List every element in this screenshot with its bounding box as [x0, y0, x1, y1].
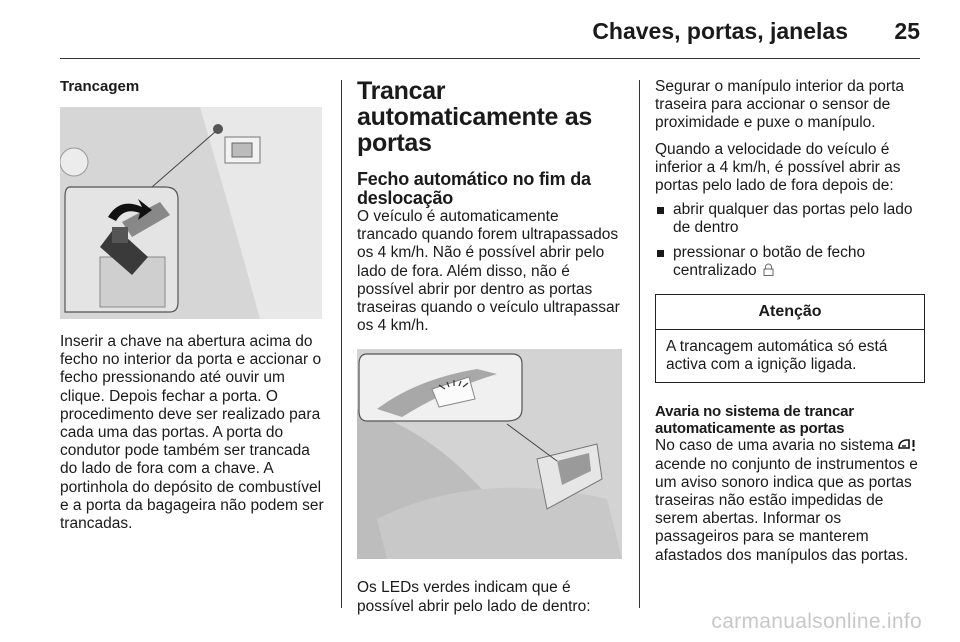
column-3 [655, 78, 925, 565]
caution-box [655, 294, 925, 383]
unlock-conditions-list [655, 201, 925, 280]
para-sensor: Segurar o manípulo interior da porta traseira para accionar o sensor de proximidade e puxe o manípulo. [655, 78, 905, 132]
column-2 [357, 78, 622, 616]
key-lock-illustration [60, 107, 322, 319]
caution-body: A trancagem automática só está activa com a ignição ligada. [666, 338, 888, 374]
heading-trancagem: Trancagem [60, 78, 140, 95]
bullet-icon [657, 207, 664, 214]
fecho-automatico-body: O veículo é automaticamente trancado quando forem ultrapassados os 4 km/h. Não é possível abrir pelo lado de fora. Além disso, não é possível abrir por dentro as portas traseiras quando o veículo ultrapassar os 4 km/h. [357, 208, 620, 335]
avaria-body: No caso de uma avaria no sistema acende no conjunto de instrumentos e um aviso sonoro indica que as portas traseiras não estão impedidas de serem abertas. Informar os passageiros para se manterem afastados dos manípulos das portas. [655, 437, 918, 564]
column-1 [60, 78, 325, 533]
column-divider-2 [639, 80, 640, 608]
section-title: Chaves, portas, janelas [592, 18, 848, 44]
padlock-icon [763, 263, 774, 276]
column-divider-1 [341, 80, 342, 608]
subheading-fecho-automatico: Fecho automático no fim da deslocação [357, 169, 591, 208]
list-item: pressionar o botão de fecho centralizado [655, 244, 925, 280]
door-handle-illustration [357, 349, 622, 559]
figure-caption-leds: Os LEDs verdes indicam que é possível abrir pelo lado de dentro: [357, 579, 591, 615]
list-item: abrir qualquer das portas pelo lado de dentro [655, 201, 925, 237]
page-header [0, 0, 960, 60]
caution-title: Atenção [656, 295, 924, 330]
door-warning-icon [898, 438, 918, 452]
page-number: 25 [894, 18, 920, 44]
para-velocidade: Quando a velocidade do veículo é inferior a 4 km/h, é possível abrir as portas pelo lado de fora depois de: [655, 140, 901, 195]
heading-trancar-automaticamente: Trancar automaticamente as portas [357, 77, 592, 157]
figure-key-lock [60, 107, 322, 319]
header-rule [60, 58, 920, 59]
heading-avaria: Avaria no sistema de trancar automaticamente as portas [655, 403, 854, 438]
figure-door-handle-leds [357, 349, 622, 559]
bullet-icon [657, 250, 664, 257]
trancagem-body: Inserir a chave na abertura acima do fecho no interior da porta e accionar o fecho pressionando até ouvir um clique. Depois fechar a porta. O procedimento deve ser realizado para cada uma das portas. A porta do condutor pode também ser trancada do lado de fora com a chave. A portinhola do depósito de combustível e a porta da bagageira não podem ser trancadas. [60, 333, 324, 533]
watermark: carmanualsonline.info [711, 610, 922, 633]
